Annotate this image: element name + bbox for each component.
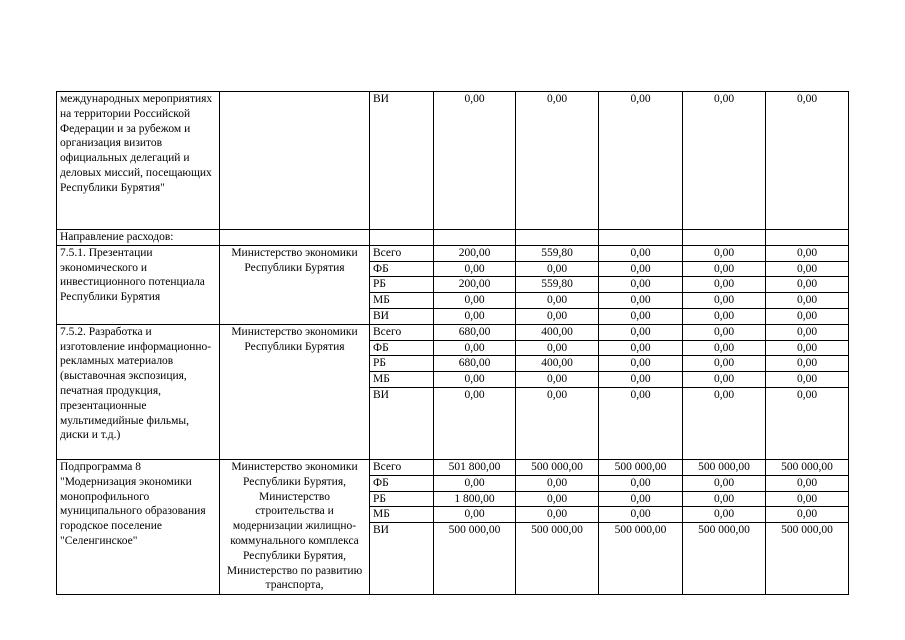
source-label: МБ [370,372,434,388]
table-row [57,230,849,246]
value-cell: 0,00 [434,308,516,324]
executor: Министерство экономики Республики Бурятия, Министерство строительства и модернизации жилищно-коммунального комплекса Республики Бурятия, Министерство по развитию транспорта, [220,459,370,594]
empty-cell [220,230,370,246]
value-cell: 0,00 [599,293,683,309]
value-cell: 0,00 [766,293,849,309]
value-cell: 559,80 [516,245,599,261]
table-row [57,92,849,230]
empty-cell [516,230,599,246]
source-label: РБ [370,356,434,372]
source-label: Всего [370,459,434,475]
value-cell: 0,00 [599,356,683,372]
executor: Министерство экономики Республики Бурятия [220,245,370,324]
value-cell: 500 000,00 [766,523,849,595]
value-cell: 500 000,00 [766,459,849,475]
value-cell: 0,00 [766,372,849,388]
value-cell: 0,00 [434,293,516,309]
source-label: ФБ [370,261,434,277]
source-label: ФБ [370,475,434,491]
value-cell: 0,00 [516,507,599,523]
value-cell: 0,00 [766,387,849,459]
value-cell: 200,00 [434,277,516,293]
table-row [57,245,849,261]
value-cell: 500 000,00 [683,459,766,475]
source-label: РБ [370,491,434,507]
value-cell: 500 000,00 [599,459,683,475]
value-cell: 0,00 [599,324,683,340]
table-row [57,324,849,340]
value-cell: 0,00 [599,92,683,230]
value-cell: 0,00 [683,308,766,324]
source-label: МБ [370,293,434,309]
value-cell: 500 000,00 [516,459,599,475]
value-cell: 0,00 [683,261,766,277]
empty-cell [599,230,683,246]
value-cell: 0,00 [434,387,516,459]
value-cell: 0,00 [434,475,516,491]
value-cell: 0,00 [683,92,766,230]
activity-name: 7.5.2. Разработка и изготовление информационно-рекламных материалов (выставочная экспозиция, печатная продукция, презентационные мультимедийные фильмы, диски и т.д.) [57,324,220,459]
source-label: ВИ [370,387,434,459]
value-cell: 400,00 [516,356,599,372]
value-cell: 0,00 [766,92,849,230]
value-cell: 0,00 [516,261,599,277]
value-cell: 559,80 [516,277,599,293]
value-cell: 0,00 [683,293,766,309]
source-label: ВИ [370,308,434,324]
value-cell: 0,00 [599,340,683,356]
value-cell: 0,00 [599,475,683,491]
value-cell: 0,00 [766,245,849,261]
value-cell: 0,00 [766,475,849,491]
value-cell: 500 000,00 [434,523,516,595]
value-cell: 0,00 [434,92,516,230]
value-cell: 0,00 [683,475,766,491]
activity-name: 7.5.1. Презентации экономического и инвестиционного потенциала Республики Бурятия [57,245,220,324]
source-label: РБ [370,277,434,293]
value-cell: 0,00 [683,372,766,388]
value-cell: 0,00 [434,340,516,356]
value-cell: 0,00 [434,507,516,523]
source-label: МБ [370,507,434,523]
executor [220,92,370,230]
source-label: ВИ [370,92,434,230]
value-cell: 0,00 [683,277,766,293]
value-cell: 0,00 [516,387,599,459]
value-cell: 0,00 [516,491,599,507]
budget-table [56,91,849,595]
value-cell: 0,00 [766,324,849,340]
value-cell: 0,00 [766,308,849,324]
value-cell: 0,00 [766,340,849,356]
value-cell: 0,00 [683,507,766,523]
value-cell: 0,00 [766,277,849,293]
value-cell: 0,00 [683,387,766,459]
empty-cell [370,230,434,246]
value-cell: 0,00 [599,277,683,293]
value-cell: 0,00 [516,92,599,230]
value-cell: 0,00 [599,245,683,261]
source-label: ФБ [370,340,434,356]
table-row [57,459,849,475]
value-cell: 200,00 [434,245,516,261]
value-cell: 0,00 [766,491,849,507]
value-cell: 0,00 [766,507,849,523]
activity-name: международных мероприятиях на территории Российской Федерации и за рубежом и организация визитов официальных делегаций и деловых миссий, посещающих Республики Бурятия" [57,92,220,230]
value-cell: 0,00 [516,308,599,324]
value-cell: 0,00 [766,356,849,372]
value-cell: 0,00 [516,340,599,356]
value-cell: 0,00 [599,387,683,459]
section-heading: Направление расходов: [57,230,220,246]
value-cell: 0,00 [434,372,516,388]
value-cell: 0,00 [516,475,599,491]
value-cell: 0,00 [599,261,683,277]
value-cell: 0,00 [683,245,766,261]
empty-cell [434,230,516,246]
value-cell: 500 000,00 [516,523,599,595]
value-cell: 0,00 [516,372,599,388]
value-cell: 0,00 [599,491,683,507]
empty-cell [683,230,766,246]
value-cell: 0,00 [683,491,766,507]
activity-name: Подпрограмма 8 "Модернизация экономики монопрофильного муниципального образования городское поселение "Селенгинское" [57,459,220,594]
value-cell: 680,00 [434,324,516,340]
value-cell: 0,00 [683,324,766,340]
value-cell: 0,00 [599,507,683,523]
value-cell: 0,00 [683,340,766,356]
value-cell: 680,00 [434,356,516,372]
executor: Министерство экономики Республики Бурятия [220,324,370,459]
value-cell: 500 000,00 [683,523,766,595]
value-cell: 1 800,00 [434,491,516,507]
value-cell: 501 800,00 [434,459,516,475]
value-cell: 0,00 [766,261,849,277]
value-cell: 500 000,00 [599,523,683,595]
source-label: ВИ [370,523,434,595]
value-cell: 0,00 [516,293,599,309]
source-label: Всего [370,324,434,340]
value-cell: 0,00 [599,372,683,388]
value-cell: 0,00 [683,356,766,372]
value-cell: 0,00 [434,261,516,277]
value-cell: 400,00 [516,324,599,340]
empty-cell [766,230,849,246]
source-label: Всего [370,245,434,261]
value-cell: 0,00 [599,308,683,324]
